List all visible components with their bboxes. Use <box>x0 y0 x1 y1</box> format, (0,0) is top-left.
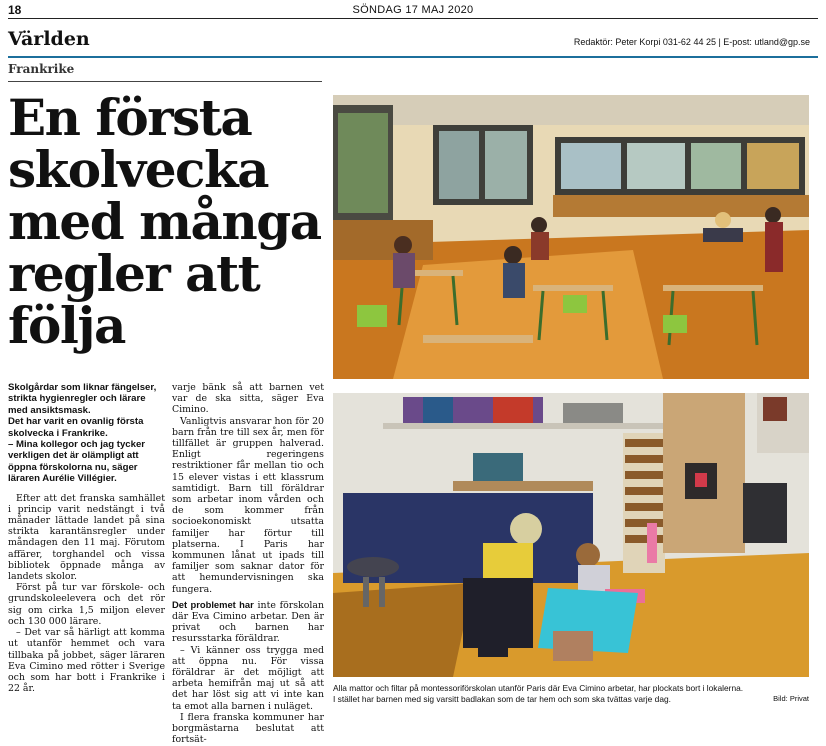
photo-credit: Bild: Privat <box>773 694 809 703</box>
body-paragraph: Vanligtvis ansvarar hon för 20 barn från tre till sex år, men för tillfället är gruppen halverad. Enligt regeringens restriktioner får mellan tio och 15 elever vistas i ett klassrum samtidigt. Barn till föräldrar som arbetar inom vården och de som kommer från socioekonomiskt utsatta familjer har förtur till platserna. I Paris har kommunen lånat ut ipads till familjer som saknar dator för att hemundervisningen ska fungera. <box>172 415 324 595</box>
article-lead <box>8 382 165 485</box>
photo-caption <box>333 683 809 704</box>
text-column-1 <box>8 382 165 706</box>
section-rule <box>8 56 818 58</box>
body-paragraph: Efter att det franska samhället i princip varit nedstängt i två månader lättade landet på sina strikta karantänsregler under måndagen den 11 maj. Förutom affärer, torghandel och vissa bibliotek öppnade många av landets skolor. <box>8 492 165 583</box>
teacher-child-photo <box>333 393 809 677</box>
lead-paragraph: Det har varit en ovanlig första skolvecka i Frankrike. <box>8 416 144 439</box>
body-paragraph: Först på tur var förskole- och grundskoleelevera och det rör sig om cirka 1,5 miljon elever och 130 000 lärare. <box>8 582 165 627</box>
subhead-run-in: Det problemet har <box>172 598 254 610</box>
body-paragraph: varje bänk så att barnen vet var de ska sitta, säger Eva Cimino. <box>172 382 324 416</box>
classroom-photo <box>333 95 809 379</box>
subhead-text: inte förskolan där Eva Cimino arbetar. Den är privat och barnen har resursstarka föräldrar. <box>172 599 324 645</box>
kicker-rule <box>8 81 322 82</box>
body-paragraph: – Vi känner oss trygga med att öppna nu. För vissa föräldrar är det möjligt att arbeta hemifrån maj ut så att det har löst sig att vi inte kan ta emot alla barnen i nuläget. <box>172 644 324 712</box>
body-paragraph: I flera franska kommuner har borgmästarna beslutat att fortsät- <box>172 711 324 746</box>
text-column-2 <box>172 382 324 746</box>
top-rule <box>8 18 818 19</box>
body-paragraph: – Det var så härligt att komma ut utanför hemmet och vara tillbaka på jobbet, säger läraren Eva Cimino med rötter i Sverige och som har bott i Frankrike i 22 år. <box>8 627 165 695</box>
lead-paragraph: Skolgårdar som liknar fängelser, strikta hygienregler och lärare med ansiktsmask. <box>8 382 157 416</box>
page-number: 18 <box>8 3 22 17</box>
caption-line: Alla mattor och filtar på montessoriförskolan utanför Paris där Eva Cimino arbetar, har plockats bort i lokalerna. <box>333 683 744 693</box>
article-kicker: Frankrike <box>8 62 75 76</box>
section-title: Världen <box>8 28 90 50</box>
editor-info: Redaktör: Peter Korpi 031-62 44 25 | E-post: utland@gp.se <box>573 37 810 47</box>
caption-line: I stället har barnen med sig varsitt badlakan som de tar hem och som ska tvättas varje dag. <box>333 693 671 704</box>
subhead-paragraph <box>172 599 324 645</box>
lead-paragraph: – Mina kollegor och jag tycker verkligen det är olämpligt att öppna förskolorna nu, säger läraren Aurélie Villégier. <box>8 439 146 485</box>
article-headline: En första skolvecka med många regler att följa <box>8 88 321 355</box>
dateline: SÖNDAG 17 MAJ 2020 <box>352 4 474 16</box>
